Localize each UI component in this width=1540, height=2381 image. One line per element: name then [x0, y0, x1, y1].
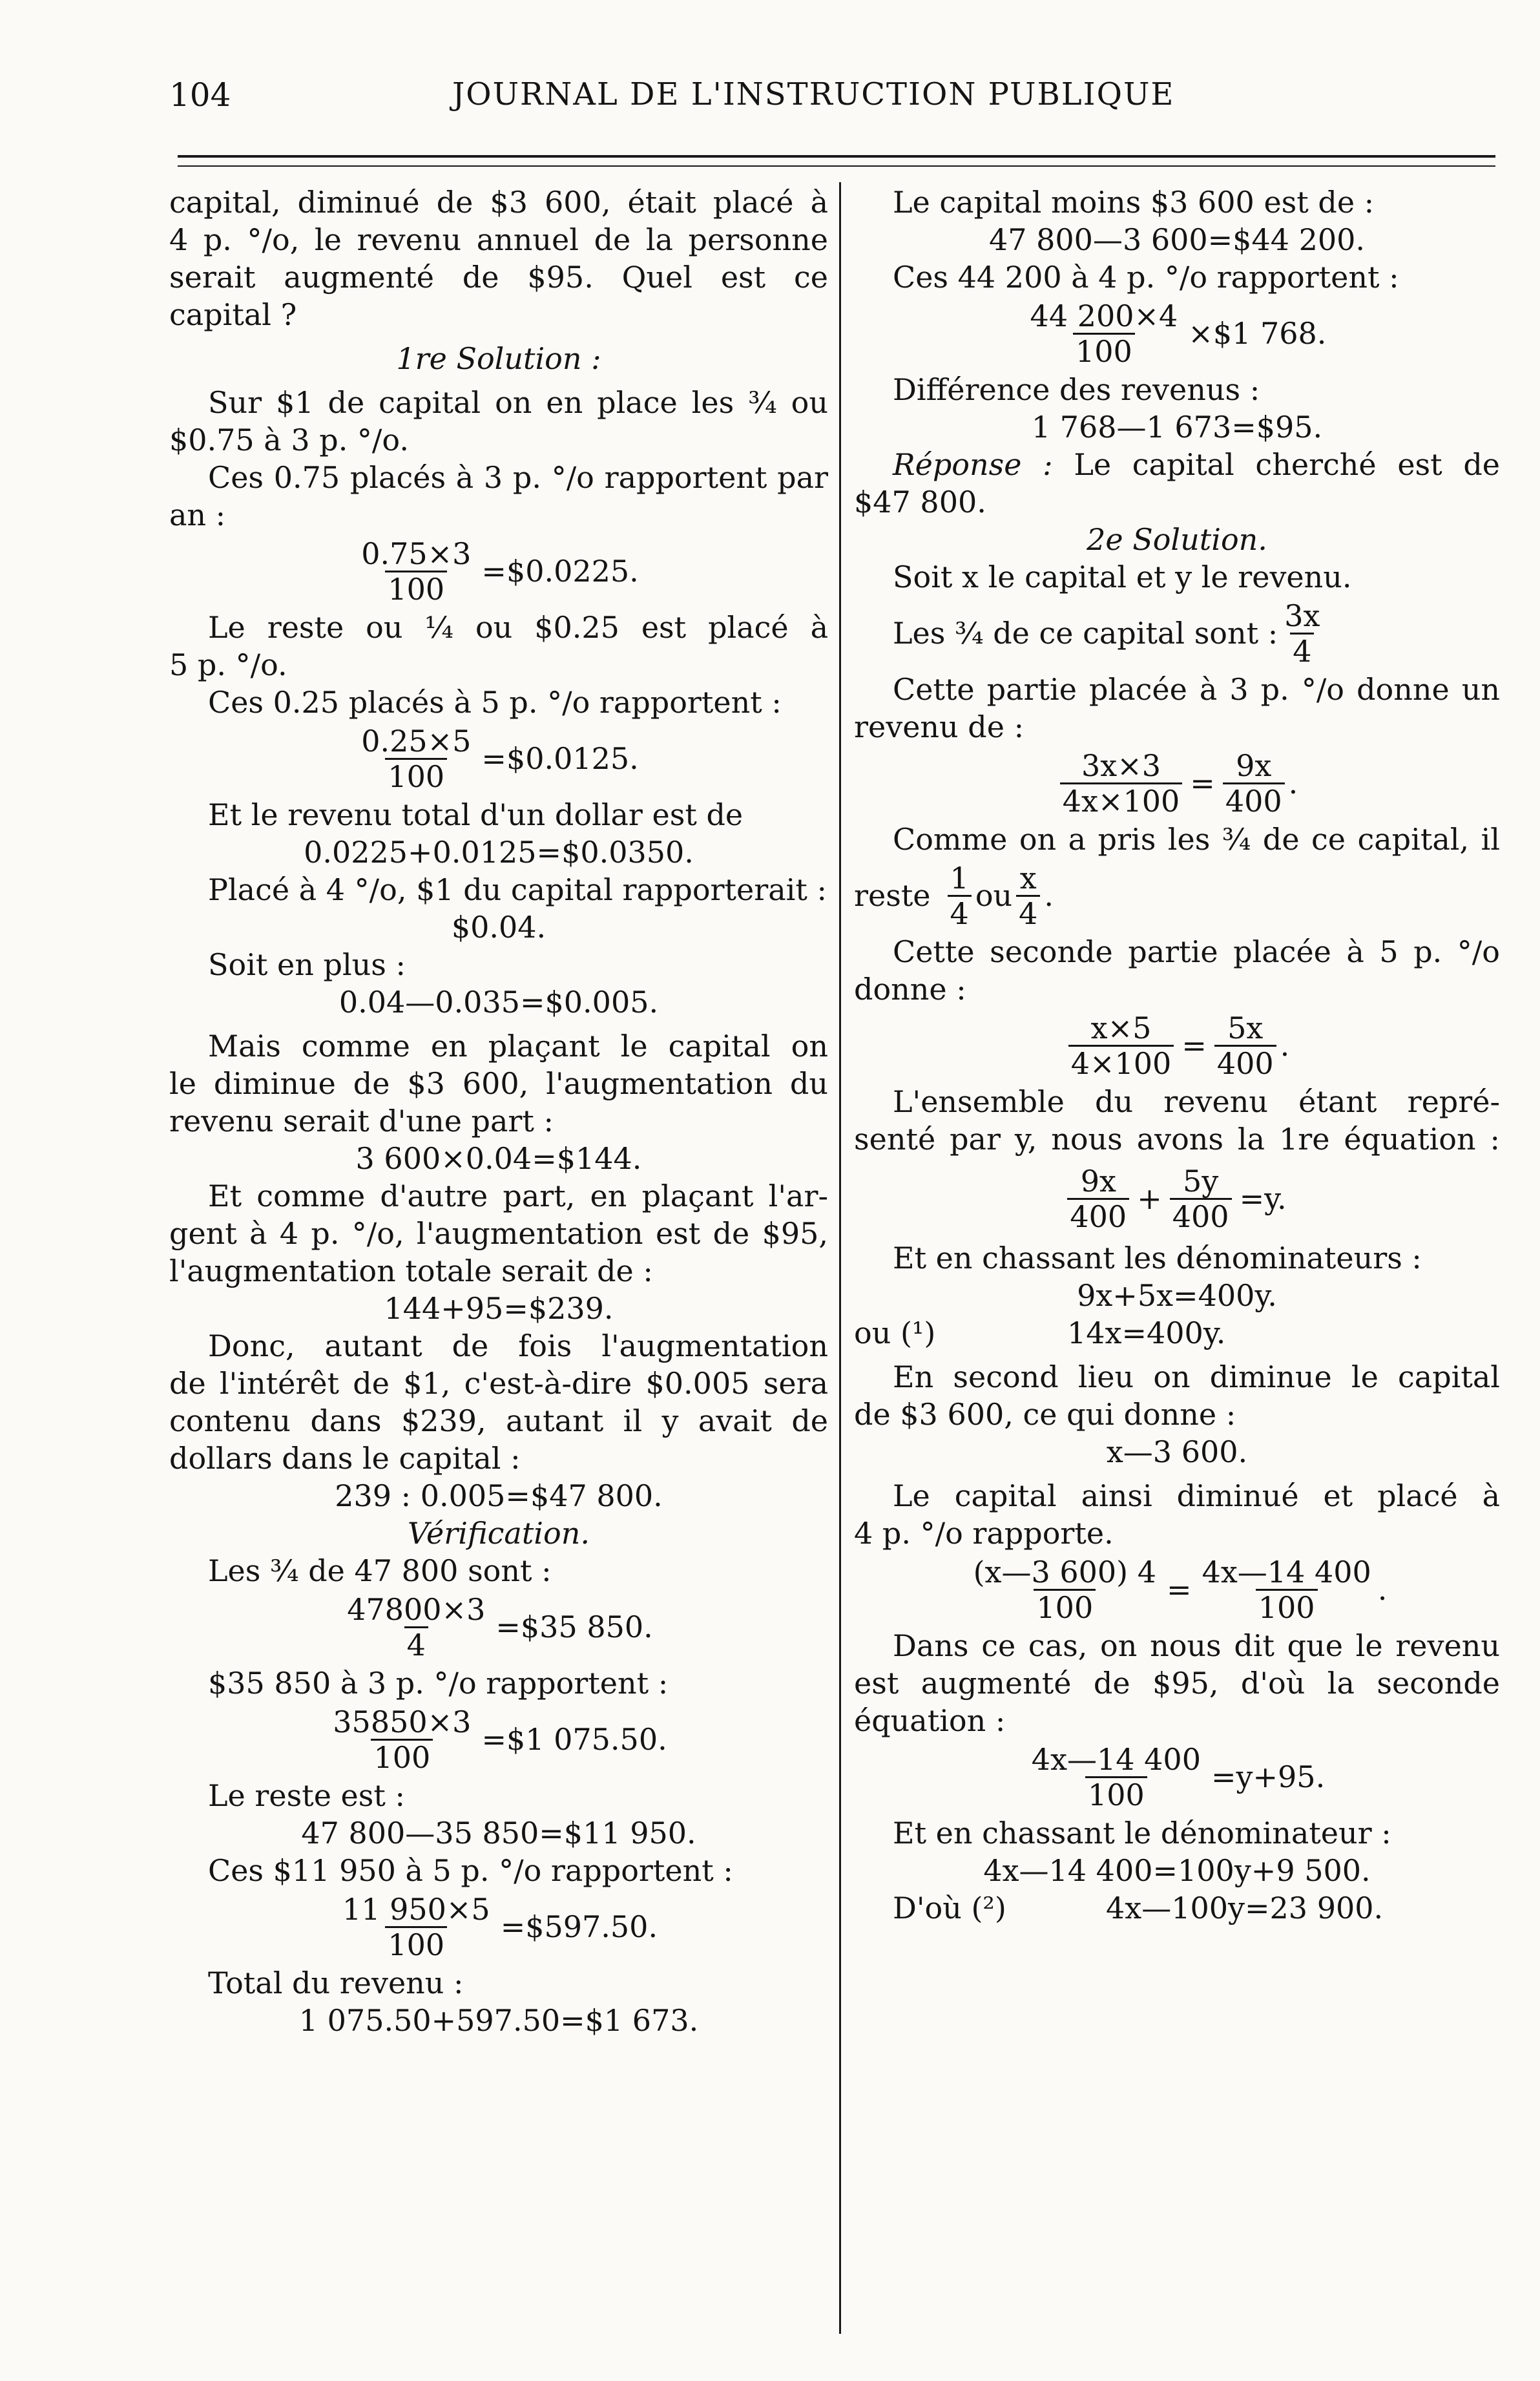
fraction: $\frac{x\times 5}{4\times 100}$: [1068, 1011, 1174, 1080]
text-line: Soit x le capital et y le revenu.: [893, 560, 1352, 594]
text-line: revenu de :: [854, 709, 1025, 744]
text-line: Donc, autant de fois l'augmentation: [208, 1328, 828, 1363]
fraction: $\frac{3x\times 3}{4x\times 100}$: [1060, 749, 1183, 818]
text-line: an :: [169, 498, 226, 532]
header-rule-thin: [178, 165, 1495, 167]
fraction: $\frac{9x}{400}$: [1223, 749, 1285, 818]
section-title-solution-2: 2e Solution.: [1087, 522, 1267, 557]
fraction: $\frac{(x—3 600) 4}{100}$: [973, 1554, 1157, 1625]
page-number: 104: [169, 76, 231, 114]
fraction: $\frac{0.25\times 5}{100}$: [361, 723, 472, 794]
fraction: $\frac{44 200\times 4}{100}$: [1030, 298, 1178, 369]
equation: 0.04—0.035=$0.005.: [338, 985, 659, 1020]
text-line: 4 p. °/o, le revenu annuel de la personne: [169, 222, 828, 257]
text-line: Et en chassant les dénominateurs :: [893, 1241, 1422, 1275]
text-line: serait augmenté de $95. Quel est ce: [169, 260, 828, 295]
text-line: Le capital ainsi diminué et placé à: [893, 1478, 1500, 1513]
text-line: Placé à 4 °/o, $1 du capital rapporterait :: [208, 872, 827, 907]
fraction: $\frac{x}{4}$: [1016, 861, 1040, 930]
text-line: $35 850 à 3 p. °/o rapportent :: [208, 1666, 669, 1701]
text-line: Dans ce cas, on nous dit que le revenu: [893, 1628, 1500, 1663]
equation: $0.04.: [451, 910, 546, 945]
text-line: Et comme d'autre part, en plaçant l'ar-: [208, 1179, 828, 1213]
equation: $\frac{35850\times 3}{100}$ =$1 075.50.: [169, 1702, 828, 1777]
equation: 9x+5x=400y.: [1077, 1278, 1277, 1313]
text-line: Ces 0.75 placés à 3 p. °/o rapportent par: [208, 460, 828, 495]
text-line: Différence des revenus :: [893, 372, 1260, 407]
text-line: Et en chassant le dénominateur :: [893, 1816, 1391, 1851]
section-title-verification: Vérification.: [408, 1516, 590, 1551]
fraction: $\frac{3x}{4}$: [1284, 598, 1320, 669]
fraction: $\frac{4x—14 400}{100}$: [1031, 1741, 1201, 1812]
equation: 239 : 0.005=$47 800.: [335, 1478, 663, 1513]
equation: $\frac{x\times 5}{4\times 100}$ = $\frac{5x}{400}$ .: [854, 1008, 1500, 1083]
text-line: de $3 600, ce qui donne :: [854, 1397, 1236, 1432]
answer-line: Réponse : Le capital cherché est de: [893, 447, 1500, 482]
text-line: gent à 4 p. °/o, l'augmentation est de $95,: [169, 1216, 828, 1251]
text-line: dollars dans le capital :: [169, 1441, 521, 1476]
equation: $\frac{44 200\times 4}{100}$ ×$1 768.: [854, 296, 1500, 371]
equation: 0.0225+0.0125=$0.0350.: [304, 835, 694, 870]
equation: $\frac{3x\times 3}{4x\times 100}$ = $\frac{9x}{400}$ .: [854, 746, 1500, 821]
equation: x—3 600.: [1106, 1434, 1248, 1469]
text-line: Mais comme en plaçant le capital on: [208, 1029, 828, 1064]
text-line: Sur $1 de capital on en place les ¾ ou: [208, 385, 828, 420]
text-line: En second lieu on diminue le capital: [893, 1359, 1500, 1394]
equation: 1 768—1 673=$95.: [1031, 410, 1323, 445]
fraction: $\frac{0.75\times 3}{100}$: [361, 536, 472, 607]
text-line: Le reste ou ¼ ou $0.25 est placé à: [208, 610, 828, 645]
text-line: donne :: [854, 972, 966, 1007]
text-line: Ces $11 950 à 5 p. °/o rapportent :: [208, 1853, 733, 1888]
fraction: $\frac{11 950\times 5}{100}$: [342, 1891, 490, 1962]
fraction: $\frac{35850\times 3}{100}$: [333, 1704, 472, 1775]
equation: $\frac{47800\times 3}{4}$ =$35 850.: [169, 1589, 828, 1664]
text-line: équation :: [854, 1703, 1006, 1738]
text-line: Cette seconde partie placée à 5 p. °/o: [893, 934, 1500, 969]
left-column: [169, 184, 828, 2039]
equation: 1 075.50+597.50=$1 673.: [298, 2003, 699, 2038]
text-line: L'ensemble du revenu étant repré-: [893, 1084, 1500, 1119]
fraction: $\frac{1}{4}$: [948, 861, 972, 930]
text-line: 5 p. °/o.: [169, 647, 287, 682]
header-rule: [178, 155, 1495, 158]
text-line: capital, diminué de $3 600, était placé à: [169, 185, 828, 220]
equation: 144+95=$239.: [384, 1291, 614, 1326]
running-title: JOURNAL DE L'INSTRUCTION PUBLIQUE: [452, 76, 1175, 112]
fraction: $\frac{9x}{400}$: [1067, 1164, 1129, 1233]
text-line: $47 800.: [854, 485, 986, 519]
equation: 47 800—35 850=$11 950.: [301, 1816, 696, 1851]
equation: 4x—14 400=100y+9 500.: [983, 1853, 1371, 1888]
text-line: le diminue de $3 600, l'augmentation du: [169, 1066, 828, 1101]
text-line: Cette partie placée à 3 p. °/o donne un: [893, 672, 1500, 707]
text-line: Les ¾ de 47 800 sont :: [208, 1553, 552, 1588]
equation: $\frac{(x—3 600) 4}{100}$ = $\frac{4x—14 400}{100}$ .: [854, 1552, 1500, 1627]
equation: Les ¾ de ce capital sont : $\frac{3x}{4}$: [854, 596, 1500, 671]
fraction: $\frac{4x—14 400}{100}$: [1202, 1554, 1371, 1625]
text-line: l'augmentation totale serait de :: [169, 1253, 653, 1288]
fraction: $\frac{47800\times 3}{4}$: [347, 1591, 486, 1663]
text-line: Soit en plus :: [208, 947, 406, 982]
text-line: Ces 0.25 placés à 5 p. °/o rapportent :: [208, 685, 782, 720]
text-line: de l'intérêt de $1, c'est-à-dire $0.005 sera: [169, 1366, 828, 1401]
equation-numbered: ou (¹) 14x=400y.: [854, 1316, 1226, 1350]
text-line: revenu serait d'une part :: [169, 1104, 554, 1138]
text-line: Total du revenu :: [208, 1966, 464, 2000]
text-line: senté par y, nous avons la 1re équation :: [854, 1122, 1500, 1157]
text-line: Le reste est :: [208, 1778, 405, 1813]
column-divider: [839, 182, 841, 2334]
fraction: $\frac{5y}{400}$: [1170, 1164, 1232, 1233]
equation: $\frac{11 950\times 5}{100}$ =$597.50.: [169, 1889, 828, 1964]
text-line: Et le revenu total d'un dollar est de: [208, 797, 744, 832]
fraction: $\frac{5x}{400}$: [1214, 1011, 1276, 1080]
equation: 47 800—3 600=$44 200.: [988, 222, 1366, 257]
text-line: 4 p. °/o rapporte.: [854, 1516, 1114, 1551]
equation: 3 600×0.04=$144.: [355, 1141, 642, 1176]
equation: $\frac{9x}{400}$ + $\frac{5y}{400}$ =y.: [854, 1158, 1500, 1239]
equation: $\frac{4x—14 400}{100}$ =y+95.: [854, 1739, 1500, 1814]
equation-numbered: D'où (²) 4x—100y=23 900.: [893, 1891, 1384, 1925]
text-line: Le capital moins $3 600 est de :: [893, 185, 1375, 220]
equation: $\frac{0.25\times 5}{100}$ =$0.0125.: [169, 721, 828, 796]
text-line: contenu dans $239, autant il y avait de: [169, 1403, 828, 1438]
text-line: $0.75 à 3 p. °/o.: [169, 423, 409, 457]
text-line: capital ?: [169, 297, 297, 332]
text-line: est augmenté de $95, d'où la seconde: [854, 1666, 1500, 1701]
text-line: Comme on a pris les ¾ de ce capital, il: [893, 822, 1500, 857]
equation: $\frac{0.75\times 3}{100}$ =$0.0225.: [169, 534, 828, 609]
text-line: Ces 44 200 à 4 p. °/o rapportent :: [893, 260, 1399, 295]
right-column: [854, 184, 1500, 1927]
section-title-solution-1: 1re Solution :: [396, 341, 601, 376]
equation: reste $\frac{1}{4}$ ou $\frac{x}{4}$ .: [854, 860, 1054, 931]
